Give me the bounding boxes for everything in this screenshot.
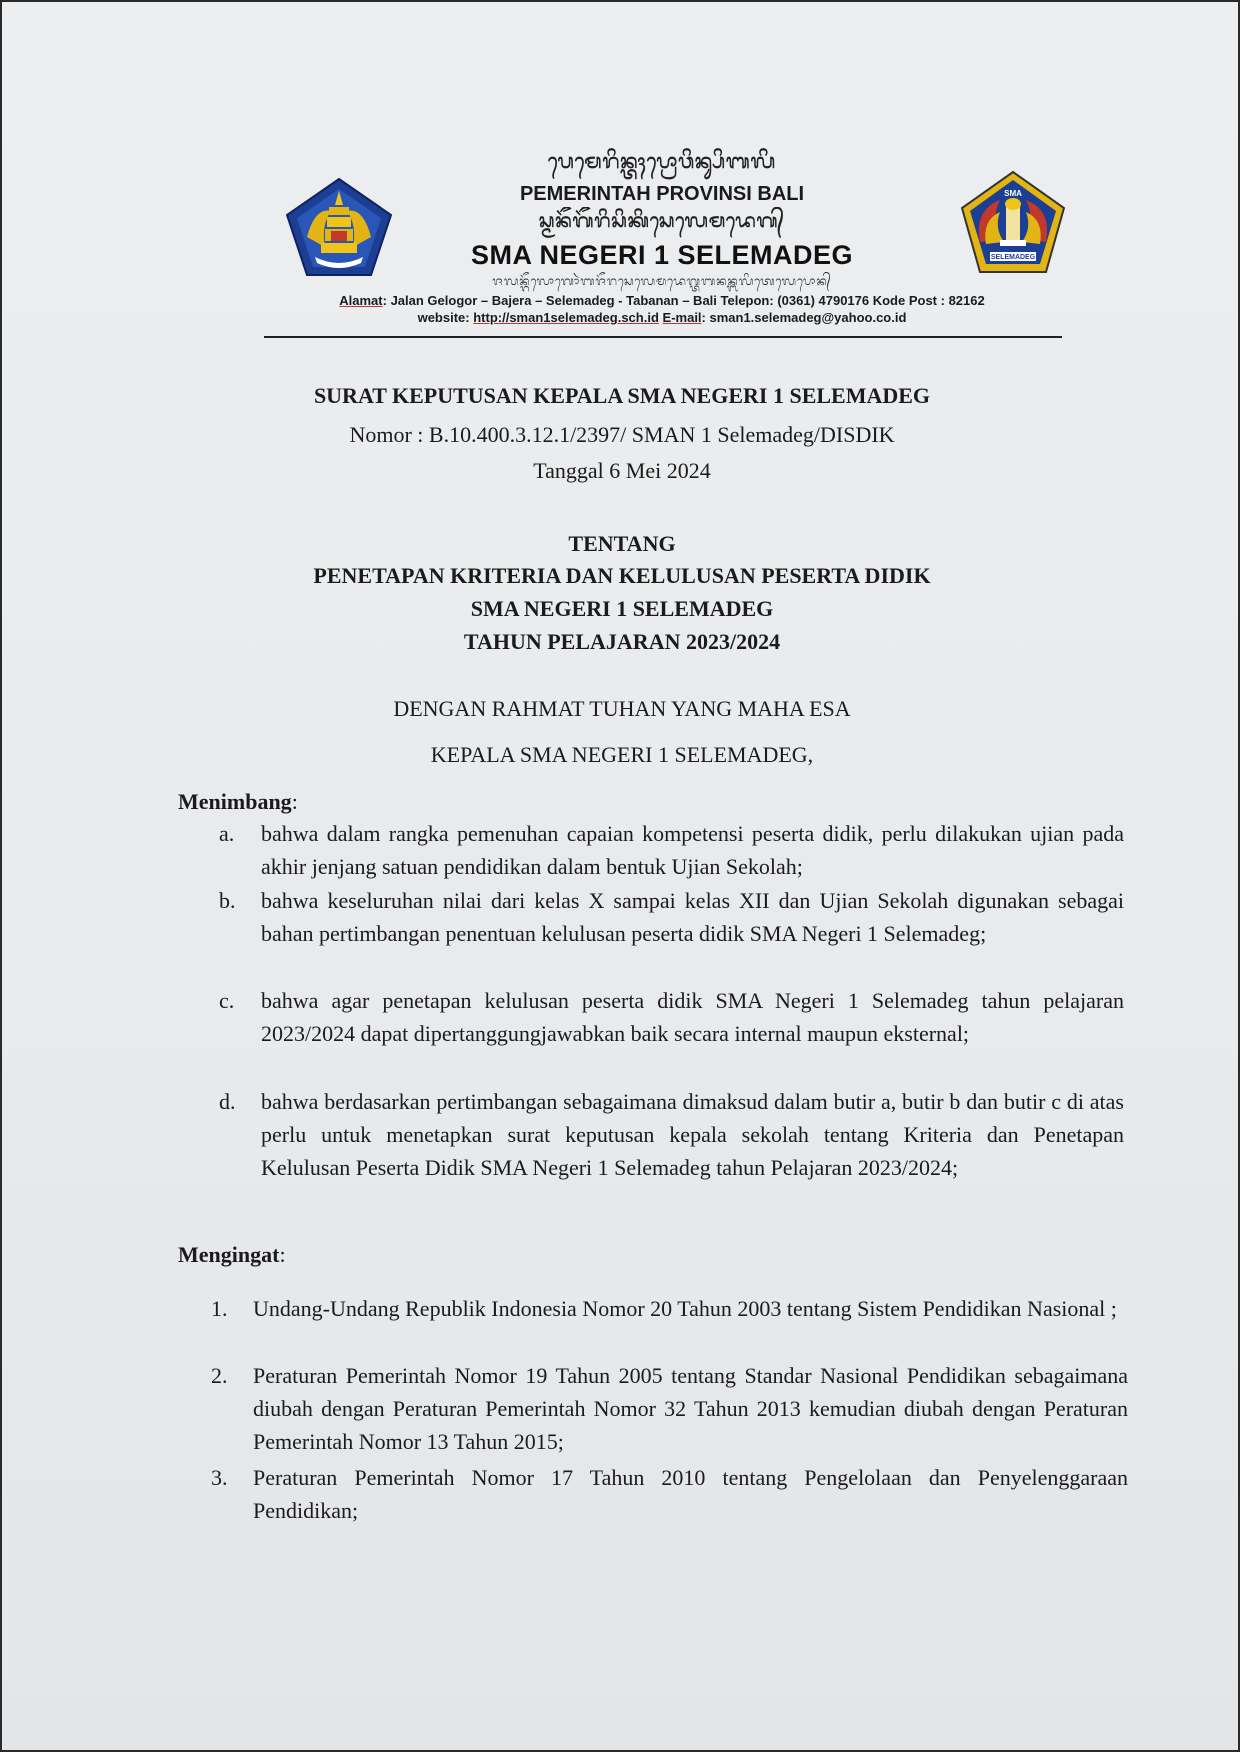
list-marker: 1. <box>211 1296 228 1321</box>
subject-line-1: PENETAPAN KRITERIA DAN KELULUSAN PESERTA DIDIK <box>313 563 931 588</box>
contact-line <box>292 310 1032 325</box>
list-item-text: Peraturan Pemerintah Nomor 17 Tahun 2010 tentang Pengelolaan dan Penyelenggaraan Pendidikan; <box>253 1465 1128 1523</box>
balinese-script-line-3: ᬚᬮᬦ᭄ᬕᭂᬮᭀᬕᭀᬃᬩᬚᭂᬭᬲᬾᬮᬾᬫᬤᬾᬕ᭄ᬢᬩᬦᬦ᭄ᬩᬮᬶᬢᬾᬮᬾᬧᭀᬦ᭄ <box>492 274 832 288</box>
letterhead-divider <box>264 336 1062 338</box>
list-marker: 3. <box>211 1465 228 1490</box>
subject-line-2: SMA NEGERI 1 SELEMADEG <box>470 596 774 621</box>
menimbang-heading <box>178 789 298 815</box>
right-logo-top-text: SMA <box>1004 189 1022 198</box>
kepala-line: KEPALA SMA NEGERI 1 SELEMADEG, <box>430 742 814 767</box>
decree-date: Tanggal 6 Mei 2024 <box>533 458 711 483</box>
list-marker: a. <box>219 821 235 846</box>
decree-title: SURAT KEPUTUSAN KEPALA SMA NEGERI 1 SELEMADEG <box>313 383 931 408</box>
list-item <box>219 984 1124 1050</box>
government-name: PEMERINTAH PROVINSI BALI <box>519 183 805 205</box>
menimbang-label: Menimbang <box>178 789 292 814</box>
school-name: SMA NEGERI 1 SELEMADEG <box>470 240 854 270</box>
right-logo-bottom-text: SELEMADEG <box>990 254 1036 261</box>
list-item-text: bahwa berdasarkan pertimbangan sebagaimana dimaksud dalam butir a, butir b dan butir c di atas perlu untuk menetapkan surat keputusan kepala sekolah tentang Kriteria dan Penetapan Kelulusan Peserta Didik SMA Negeri 1 Selemadeg tahun Pelajaran 2023/2024; <box>261 1089 1124 1180</box>
balinese-script-line-1: ᬧᬾᬫᬾᬭᬶᬦ᭄ᬢᬄᬧ᭄ᬭᭀᬯᬶᬦ᭄ᬲᬶᬩᬮᬶ <box>547 149 777 173</box>
address-text: : Jalan Gelogor – Bajera – Selemadeg - Tabanan – Bali Telepon: (0361) 4790176 Kode Post : 82162 <box>382 293 985 308</box>
list-item <box>219 1085 1124 1184</box>
list-item-text: bahwa dalam rangka pemenuhan capaian kompetensi peserta didik, perlu dilakukan ujian pada akhir jenjang satuan pendidikan dalam bentuk Ujian Sekolah; <box>261 821 1124 879</box>
list-item <box>219 817 1124 883</box>
list-item <box>211 1292 1128 1325</box>
balinese-script-line-2: ᬲ᭄ᬫᬦᭂᬕᭂᬭᬶᬲᬶᬓᬶᬲᬾᬮᬾᬫᬤᬾᬕ᭄ <box>539 210 785 232</box>
list-item-text: bahwa agar penetapan kelulusan peserta didik SMA Negeri 1 Selemadeg tahun pelajaran 2023/2024 dapat dipertanggungjawabkan baik secara internal maupun eksternal; <box>261 988 1124 1046</box>
rahmat-line: DENGAN RAHMAT TUHAN YANG MAHA ESA <box>393 696 851 721</box>
address-label: Alamat <box>339 293 383 308</box>
mengingat-label: Mengingat <box>178 1242 280 1267</box>
email-label: E-mail <box>662 310 702 325</box>
list-marker: d. <box>219 1089 236 1114</box>
website-label: website: <box>417 310 470 325</box>
menimbang-colon: : <box>291 789 298 814</box>
list-item <box>211 1461 1128 1527</box>
website-url[interactable]: http://sman1selemadeg.sch.id <box>473 310 659 325</box>
tentang-heading: TENTANG <box>568 531 676 556</box>
list-item <box>219 884 1124 950</box>
list-item-text: Undang-Undang Republik Indonesia Nomor 20 Tahun 2003 tentang Sistem Pendidikan Nasional ; <box>253 1296 1117 1321</box>
list-marker: 2. <box>211 1363 228 1388</box>
list-item-text: bahwa keseluruhan nilai dari kelas X sampai kelas XII dan Ujian Sekolah digunakan sebagai bahan pertimbangan penentuan kelulusan peserta didik SMA Negeri 1 Selemadeg; <box>261 888 1124 946</box>
list-marker: c. <box>219 988 235 1013</box>
mengingat-colon: : <box>279 1242 286 1267</box>
decree-number: Nomor : B.10.400.3.12.1/2397/ SMAN 1 Selemadeg/DISDIK <box>349 422 895 447</box>
mengingat-heading <box>178 1242 286 1268</box>
email-value[interactable]: : sman1.selemadeg@yahoo.co.id <box>701 310 907 325</box>
list-item-text: Peraturan Pemerintah Nomor 19 Tahun 2005 tentang Standar Nasional Pendidikan sebagaimana diubah dengan Peraturan Pemerintah Nomor 32 Tahun 2013 kemudian diubah dengan Peraturan Pemerintah Nomor 13 Tahun 2015; <box>253 1363 1128 1454</box>
subject-line-3: TAHUN PELAJARAN 2023/2024 <box>463 629 781 654</box>
letterhead <box>2 2 1240 347</box>
list-item <box>211 1359 1128 1458</box>
list-marker: b. <box>219 888 236 913</box>
address-line <box>292 293 1032 308</box>
